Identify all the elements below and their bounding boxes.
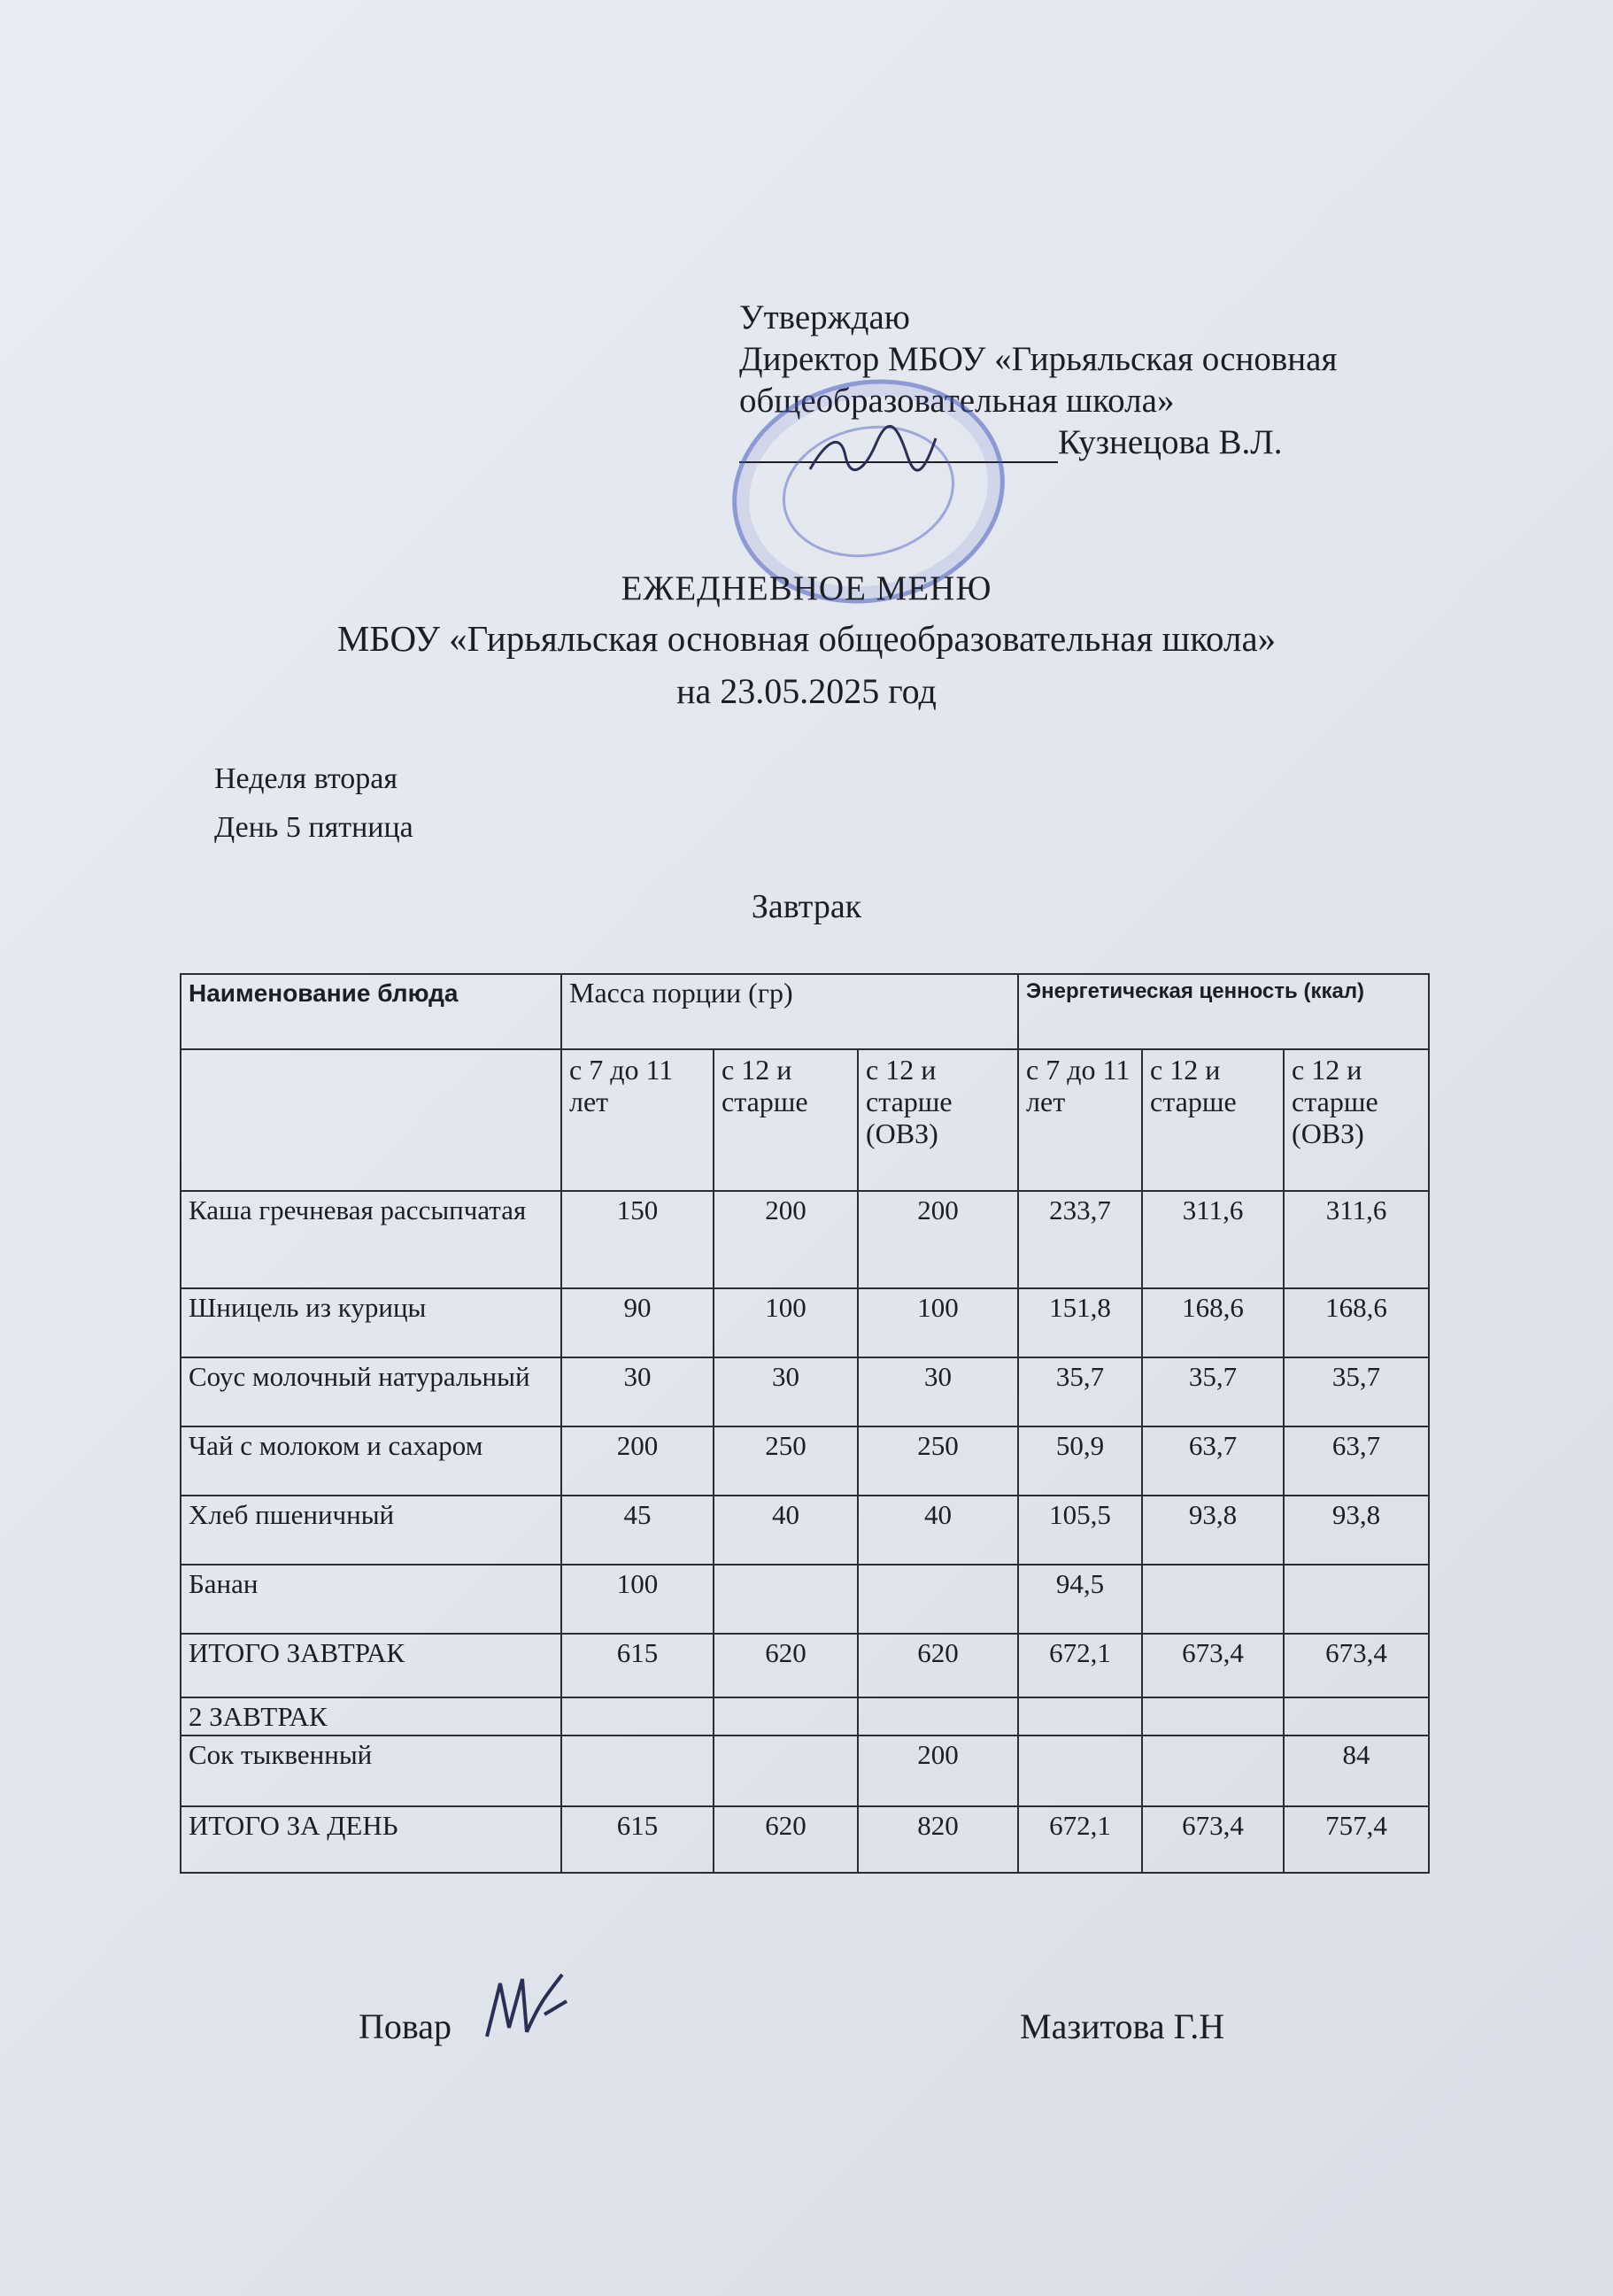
schedule-block [214,754,413,852]
value-cell: 93,8 [1142,1496,1284,1565]
value-cell: 150 [561,1191,714,1288]
value-cell: 311,6 [1142,1191,1284,1288]
dish-name-cell: Сок тыквенный [181,1736,561,1806]
value-cell: 620 [858,1634,1018,1697]
subheader-cell: с 12 и старше [714,1049,858,1191]
value-cell: 90 [561,1288,714,1357]
value-cell: 100 [561,1565,714,1634]
value-cell: 35,7 [1284,1357,1429,1426]
value-cell: 40 [858,1496,1018,1565]
value-cell [1142,1736,1284,1806]
value-cell: 63,7 [1142,1426,1284,1496]
value-cell: 672,1 [1018,1806,1142,1873]
value-cell: 168,6 [1284,1288,1429,1357]
value-cell: 168,6 [1142,1288,1284,1357]
value-cell: 673,4 [1284,1634,1429,1697]
approval-signer: Кузнецова В.Л. [1058,423,1283,461]
meal-title: Завтрак [751,888,862,925]
subheader-cell: с 12 и старше (ОВЗ) [1284,1049,1429,1191]
value-cell [1018,1697,1142,1736]
document-title: ЕЖЕДНЕВНОЕ МЕНЮ [621,569,992,607]
dish-name-cell: ИТОГО ЗАВТРАК [181,1634,561,1697]
table-row [181,1288,1429,1357]
approval-line-2: Директор МБОУ «Гирьяльская основная [739,340,1338,378]
subheader-cell: с 12 и старше [1142,1049,1284,1191]
cook-name: Мазитова Г.Н [1020,2006,1225,2046]
value-cell: 30 [858,1357,1018,1426]
subheader-cell: с 7 до 11 лет [561,1049,714,1191]
value-cell: 673,4 [1142,1806,1284,1873]
value-cell: 250 [714,1426,858,1496]
value-cell: 30 [714,1357,858,1426]
school-name: МБОУ «Гирьяльская основная общеобразовательная школа» [336,618,1277,659]
value-cell: 63,7 [1284,1426,1429,1496]
day-label: День 5 пятница [214,811,413,844]
table-body [181,1191,1429,1873]
dish-name-cell: Чай с молоком и сахаром [181,1426,561,1496]
value-cell [1284,1565,1429,1634]
table-row [181,1565,1429,1634]
value-cell [561,1736,714,1806]
table-row [181,1806,1429,1873]
value-cell: 40 [714,1496,858,1565]
value-cell [858,1565,1018,1634]
cook-label: Повар [359,2006,451,2046]
approval-line-3: общеобразовательная школа» [739,382,1175,420]
approval-line-1: Утверждаю [739,298,910,336]
director-signature [801,421,943,483]
value-cell: 30 [561,1357,714,1426]
dish-name-cell: 2 ЗАВТРАК [181,1697,561,1736]
value-cell: 820 [858,1806,1018,1873]
subheader-cell: с 7 до 11 лет [1018,1049,1142,1191]
value-cell: 620 [714,1806,858,1873]
table-row [181,1496,1429,1565]
value-cell [1142,1697,1284,1736]
value-cell: 615 [561,1634,714,1697]
menu-date: на 23.05.2025 год [676,671,937,711]
value-cell: 100 [714,1288,858,1357]
table-row [181,1357,1429,1426]
header-portion-mass: Масса порции (гр) [561,974,1018,1049]
value-cell: 93,8 [1284,1496,1429,1565]
value-cell [1142,1565,1284,1634]
table-row [181,1426,1429,1496]
table-row [181,1634,1429,1697]
value-cell: 105,5 [1018,1496,1142,1565]
table-row [181,1191,1429,1288]
value-cell [714,1697,858,1736]
value-cell: 200 [858,1736,1018,1806]
value-cell: 35,7 [1142,1357,1284,1426]
value-cell [561,1697,714,1736]
value-cell: 620 [714,1634,858,1697]
dish-name-cell: Шницель из курицы [181,1288,561,1357]
value-cell: 615 [561,1806,714,1873]
value-cell [714,1565,858,1634]
table-row [181,1697,1429,1736]
dish-name-cell: Соус молочный натуральный [181,1357,561,1426]
header-dish-name: Наименование блюда [181,974,561,1049]
dish-name-cell: Банан [181,1565,561,1634]
value-cell: 94,5 [1018,1565,1142,1634]
cook-signature [478,1966,575,2045]
value-cell: 233,7 [1018,1191,1142,1288]
value-cell: 84 [1284,1736,1429,1806]
value-cell: 151,8 [1018,1288,1142,1357]
week-label: Неделя вторая [214,762,398,795]
value-cell: 672,1 [1018,1634,1142,1697]
table-subheader-row [181,1049,1429,1191]
dish-name-cell: ИТОГО ЗА ДЕНЬ [181,1806,561,1873]
value-cell [1284,1697,1429,1736]
value-cell: 35,7 [1018,1357,1142,1426]
value-cell: 200 [714,1191,858,1288]
table-row [181,1736,1429,1806]
value-cell: 757,4 [1284,1806,1429,1873]
subheader-cell: с 12 и старше (ОВЗ) [858,1049,1018,1191]
value-cell: 311,6 [1284,1191,1429,1288]
value-cell: 100 [858,1288,1018,1357]
table-header-row [181,974,1429,1049]
value-cell: 50,9 [1018,1426,1142,1496]
value-cell [1018,1736,1142,1806]
value-cell: 673,4 [1142,1634,1284,1697]
value-cell [858,1697,1018,1736]
dish-name-cell: Хлеб пшеничный [181,1496,561,1565]
dish-name-cell: Каша гречневая рассыпчатая [181,1191,561,1288]
menu-table [180,973,1430,1874]
value-cell: 250 [858,1426,1018,1496]
value-cell [714,1736,858,1806]
value-cell: 45 [561,1496,714,1565]
value-cell: 200 [858,1191,1018,1288]
header-energy-value: Энергетическая ценность (ккал) [1018,974,1429,1049]
subheader-empty [181,1049,561,1191]
value-cell: 200 [561,1426,714,1496]
